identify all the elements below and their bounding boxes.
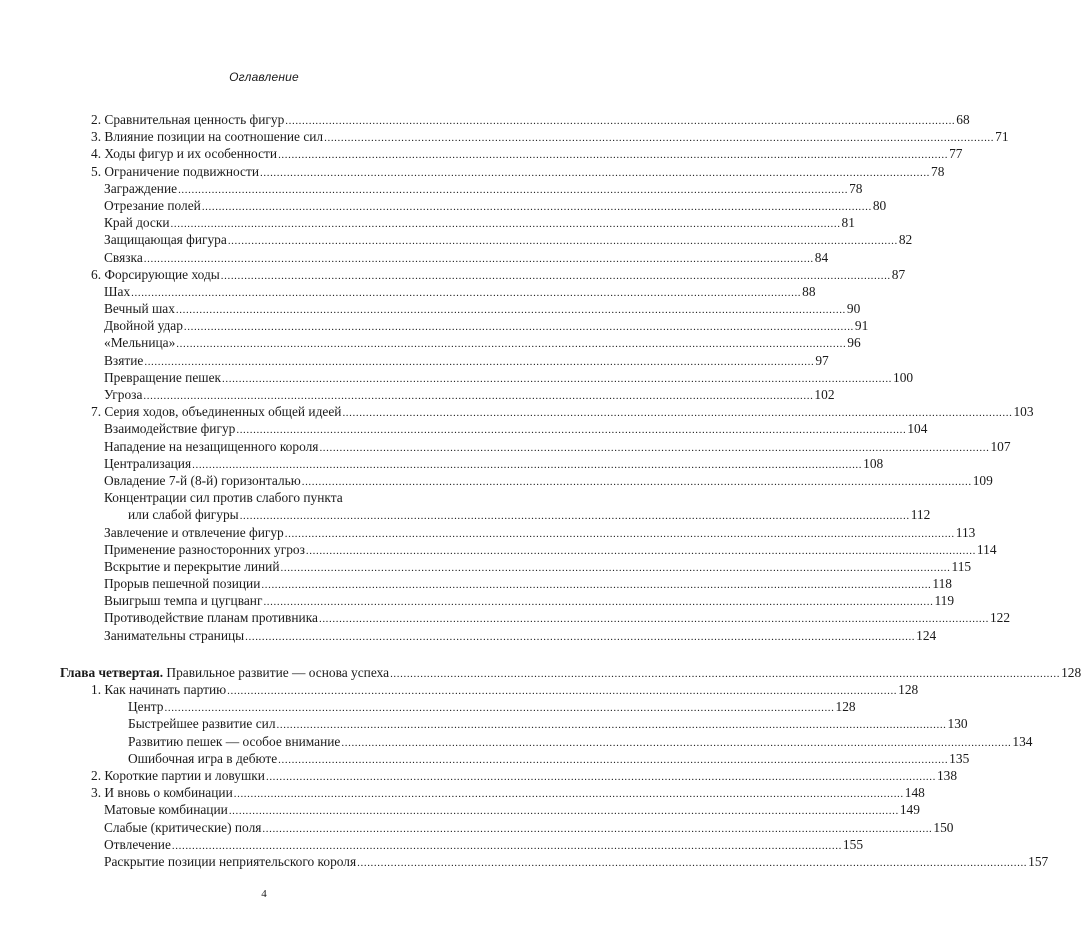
toc-entry-text: Шах [104, 283, 131, 299]
toc-entry-title [91, 681, 226, 698]
toc-entry-text: 2. Сравнительная ценность фигур [91, 112, 285, 127]
dot-leader: ........................................................................................................................................................................................................ [171, 839, 842, 852]
toc-entry-page: 115 [951, 558, 972, 574]
toc-entry-page: 87 [891, 266, 906, 282]
dot-leader: ........................................................................................................................................................................................................ [220, 269, 891, 282]
toc-entry-page: 128 [898, 682, 919, 697]
dot-leader: ........................................................................................................................................................................................................ [324, 132, 995, 145]
toc-entry [60, 180, 863, 197]
dot-leader: ........................................................................................................................................................................................................ [239, 510, 910, 523]
dot-leader: ........................................................................................................................................................................................................ [260, 166, 931, 179]
toc-entry-title [91, 111, 284, 128]
toc-entry [60, 524, 976, 541]
toc-entry-text: или слабой фигуры [128, 507, 239, 523]
toc-entry-text: Прорыв пешечной позиции [104, 576, 261, 592]
toc-entry-text: Центр [128, 699, 164, 715]
toc-entry-text: Заграждение [104, 180, 178, 196]
toc-entry [60, 317, 869, 334]
toc-entry-page: 82 [898, 232, 913, 248]
running-head: Оглавление [229, 70, 299, 84]
toc-entry-title [104, 369, 221, 386]
toc-entry-text: 6. Форсирующие ходы [91, 266, 220, 282]
dot-leader: ........................................................................................................................................................................................................ [278, 753, 949, 766]
toc-entry-title [104, 801, 228, 818]
page-number: 4 [261, 888, 267, 900]
toc-entry [60, 767, 958, 784]
toc-entry-text: Превращение пешек [104, 369, 222, 385]
toc-entry-page: 119 [934, 593, 955, 609]
dot-leader: ........................................................................................................................................................................................................ [319, 441, 990, 454]
toc-entry-title [104, 438, 318, 455]
toc-entry-page: 100 [893, 369, 914, 385]
toc-entry-text: Быстрейшее развитие сил [128, 716, 276, 732]
dot-leader: ........................................................................................................................................................................................................ [262, 822, 933, 835]
toc-entry-text: Концентрации сил против слабого пункта [104, 490, 343, 506]
toc-entry-title [104, 575, 260, 592]
toc-entry-title [91, 403, 341, 420]
toc-entry-title [91, 784, 233, 801]
toc-entry [60, 300, 861, 317]
toc-entry-page: 78 [931, 163, 945, 179]
toc-entry [60, 853, 1049, 870]
toc-entry-text: 5. Ограничение подвижности [91, 163, 260, 179]
chapter-spacer [60, 644, 485, 664]
dot-leader: ........................................................................................................................................................................................................ [143, 252, 814, 265]
toc-entry [60, 386, 835, 403]
dot-leader: ........................................................................................................................................................................................................ [236, 424, 907, 437]
toc-entry-page: 155 [842, 836, 864, 852]
toc-entry-text: Слабые (критические) поля [104, 819, 262, 835]
toc-entry-page: 77 [949, 146, 963, 162]
dot-leader: ........................................................................................................................................................................................................ [278, 149, 949, 162]
toc-entry-title [104, 300, 175, 317]
toc-entry-title [104, 558, 280, 575]
toc-entry [60, 334, 861, 351]
toc-entry-title [104, 317, 183, 334]
dot-leader: ........................................................................................................................................................................................................ [357, 856, 1028, 869]
dot-leader: ........................................................................................................................................................................................................ [390, 667, 1061, 680]
toc-entry-page: 96 [847, 335, 861, 351]
toc-entry [60, 231, 913, 248]
toc-entry-text: Развитию пешек — особое внимание [128, 733, 341, 749]
toc-entry [60, 681, 919, 698]
toc-entry-page: 122 [989, 610, 1011, 626]
toc-entry-title [104, 197, 201, 214]
toc-entry [60, 819, 954, 836]
dot-leader: ........................................................................................................................................................................................................ [164, 702, 835, 715]
toc-entry-title [128, 715, 276, 732]
toc-entry-text: Матовые комбинации [104, 802, 228, 818]
dot-leader: ........................................................................................................................................................................................................ [301, 475, 972, 488]
toc-entry-text: Вечный шах [104, 301, 175, 317]
toc-entry-text: Овладение 7-й (8-й) горизонталью [104, 472, 301, 488]
toc-entry-text: Нападение на незащищенного короля [104, 438, 319, 454]
dot-leader: ........................................................................................................................................................................................................ [178, 183, 849, 196]
toc-entry [60, 163, 945, 180]
toc-entry-page: 134 [1012, 733, 1033, 749]
toc-entry [60, 249, 829, 266]
toc-entry-title [104, 180, 177, 197]
toc-entry-page: 84 [814, 249, 829, 265]
toc-entry-title [128, 733, 340, 750]
toc-entry-page: 80 [872, 197, 887, 213]
toc-entry-text: Ошибочная игра в дебюте [128, 750, 278, 766]
toc-entry-page: 150 [933, 819, 954, 835]
toc-entry-title [128, 506, 239, 523]
toc-entry [60, 558, 972, 575]
toc-entry-text: 1. Как начинать партию [91, 682, 227, 697]
toc-entry-page: 128 [835, 699, 856, 715]
toc-entry-page: 113 [955, 524, 976, 540]
toc-entry [60, 352, 829, 369]
toc-entry-text: 3. И вновь о комбинации [91, 785, 233, 801]
toc-entry-title [104, 283, 130, 300]
toc-entry-title [91, 767, 265, 784]
dot-leader: ........................................................................................................................................................................................................ [144, 355, 815, 368]
toc-entry-page: 104 [907, 421, 928, 437]
chapter-label: Глава четвертая. [60, 664, 164, 680]
toc-entry-page: 90 [846, 301, 861, 317]
toc-entry-title [128, 698, 164, 715]
toc-entry [60, 472, 993, 489]
toc-entry-page: 124 [916, 627, 937, 643]
toc-entry-text: Завлечение и отвлечение фигур [104, 524, 284, 540]
toc-entry-title [91, 266, 220, 283]
toc-entry-title [104, 455, 191, 472]
toc-entry-text: 4. Ходы фигур и их особенности [91, 146, 278, 162]
toc-entry-text: Взаимодействие фигур [104, 421, 236, 437]
toc-entry [60, 506, 931, 523]
toc-entry-title [104, 836, 171, 853]
dot-leader: ........................................................................................................................................................................................................ [131, 286, 802, 299]
toc-entry-text: Защищающая фигура [104, 232, 227, 248]
toc-entry [60, 111, 970, 128]
toc-entry [60, 541, 997, 558]
toc-entry-title [104, 420, 235, 437]
table-of-contents [60, 111, 1081, 870]
toc-entry [60, 283, 816, 300]
toc-entry-text: Край доски [104, 215, 170, 231]
toc-entry [60, 214, 855, 231]
toc-entry [60, 575, 952, 592]
toc-entry-text: Взятие [104, 352, 144, 368]
toc-entry-text: 3. Влияние позиции на соотношение сил [91, 129, 324, 145]
dot-leader: ........................................................................................................................................................................................................ [175, 304, 846, 317]
toc-entry-page: 157 [1028, 853, 1049, 869]
toc-entry-page: 135 [949, 750, 970, 766]
toc-entry-title [128, 750, 277, 767]
dot-leader: ........................................................................................................................................................................................................ [176, 338, 847, 351]
toc-entry [60, 266, 906, 283]
toc-entry-page: 118 [932, 576, 952, 592]
dot-leader: ........................................................................................................................................................................................................ [192, 458, 863, 471]
toc-entry-page: 138 [936, 767, 958, 783]
dot-leader: ........................................................................................................................................................................................................ [143, 390, 814, 402]
toc-entry [60, 369, 914, 386]
toc-entry-title [91, 128, 323, 145]
toc-entry-title [104, 592, 262, 609]
toc-entry-text: Вскрытие и перекрытие линий [104, 558, 280, 574]
toc-entry-title [104, 609, 318, 626]
dot-leader: ........................................................................................................................................................................................................ [170, 218, 841, 231]
dot-leader: ........................................................................................................................................................................................................ [284, 527, 955, 540]
toc-entry-page: 128 [1061, 664, 1081, 680]
chapter-heading-row [60, 664, 1081, 681]
toc-entry-page: 107 [990, 438, 1011, 454]
toc-entry [60, 609, 1011, 626]
toc-entry-title [104, 231, 227, 248]
toc-entry [60, 403, 1034, 420]
toc-entry-page: 81 [841, 215, 855, 231]
toc-entry-text: Раскрытие позиции неприятельского короля [104, 853, 357, 869]
toc-entry-title [104, 524, 284, 541]
toc-entry [60, 750, 970, 767]
toc-entry-title [60, 664, 389, 681]
toc-entry-text: 7. Серия ходов, объединенных общей идеей [91, 404, 342, 420]
toc-entry [60, 145, 963, 162]
toc-entry-page: 130 [947, 716, 968, 732]
toc-entry-title [104, 489, 343, 506]
toc-entry-page: 109 [972, 472, 993, 488]
toc-entry-page: 68 [956, 112, 970, 127]
toc-entry-page: 114 [976, 541, 997, 557]
dot-leader: ........................................................................................................................................................................................................ [276, 719, 947, 732]
toc-entry-page: 71 [995, 129, 1009, 145]
toc-entry-text: Отвлечение [104, 836, 171, 852]
toc-entry-text: Отрезание полей [104, 197, 201, 213]
toc-entry-text: 2. Короткие партии и ловушки [91, 767, 265, 783]
toc-entry-title [104, 627, 244, 644]
toc-entry [60, 438, 1011, 455]
toc-entry-page: 88 [802, 283, 816, 299]
dot-leader: ........................................................................................................................................................................................................ [227, 235, 898, 248]
toc-entry [60, 197, 887, 214]
toc-entry-text: Выигрыш темпа и цугцванг [104, 593, 263, 609]
dot-leader: ........................................................................................................................................................................................................ [318, 613, 989, 626]
toc-entry-text: Правильное развитие — основа успеха [166, 664, 390, 680]
dot-leader: ........................................................................................................................................................................................................ [183, 321, 854, 334]
toc-entry-text: Противодействие планам противника [104, 610, 318, 626]
toc-entry-page: 149 [899, 802, 920, 818]
toc-entry-title [91, 163, 259, 180]
dot-leader: ........................................................................................................................................................................................................ [305, 544, 976, 557]
toc-entry-title [104, 472, 301, 489]
dot-leader: ........................................................................................................................................................................................................ [233, 788, 904, 801]
toc-entry-page: 91 [854, 318, 869, 334]
toc-entry-text: Применение разносторонних угроз [104, 541, 305, 557]
toc-entry [60, 128, 1009, 145]
toc-entry-title [104, 819, 261, 836]
toc-entry-title [104, 386, 142, 403]
toc-entry [60, 592, 955, 609]
dot-leader: ........................................................................................................................................................................................................ [285, 115, 956, 127]
dot-leader: ........................................................................................................................................................................................................ [228, 805, 899, 818]
dot-leader: ........................................................................................................................................................................................................ [341, 736, 1012, 749]
toc-entry [60, 698, 856, 715]
toc-entry [60, 801, 920, 818]
dot-leader: ........................................................................................................................................................................................................ [245, 630, 916, 643]
toc-entry-page: 97 [815, 352, 829, 368]
dot-leader: ........................................................................................................................................................................................................ [261, 579, 932, 592]
toc-entry [60, 715, 968, 732]
toc-entry-title [104, 214, 170, 231]
toc-entry [60, 784, 925, 801]
toc-entry-text: Двойной удар [104, 318, 183, 334]
toc-entry-text: «Мельница» [104, 335, 176, 351]
toc-entry [60, 489, 485, 506]
toc-entry-text: Угроза [104, 387, 143, 402]
toc-entry-title [104, 352, 143, 369]
toc-entry-page: 112 [910, 507, 931, 523]
toc-entry-title [104, 334, 175, 351]
toc-entry-text: Связка [104, 249, 143, 265]
dot-leader: ........................................................................................................................................................................................................ [222, 372, 893, 385]
toc-entry-page: 103 [1013, 404, 1034, 420]
toc-entry-text: Занимательны страницы [104, 627, 245, 643]
toc-entry-title [104, 853, 356, 870]
toc-entry [60, 420, 928, 437]
toc-entry [60, 627, 937, 644]
toc-entry-page: 102 [814, 387, 835, 402]
toc-entry-title [104, 249, 143, 266]
dot-leader: ........................................................................................................................................................................................................ [263, 596, 934, 609]
dot-leader: ........................................................................................................................................................................................................ [201, 200, 872, 213]
toc-entry-page: 78 [849, 180, 863, 196]
toc-entry [60, 733, 1033, 750]
toc-entry-page: 108 [863, 455, 884, 471]
toc-entry-title [91, 145, 277, 162]
dot-leader: ........................................................................................................................................................................................................ [342, 407, 1013, 420]
toc-entry-page: 148 [904, 785, 925, 801]
dot-leader: ........................................................................................................................................................................................................ [227, 685, 898, 697]
toc-entry-text: Централизация [104, 455, 192, 471]
toc-entry [60, 836, 864, 853]
dot-leader: ........................................................................................................................................................................................................ [280, 561, 951, 574]
toc-entry-title [104, 541, 305, 558]
toc-entry [60, 455, 884, 472]
dot-leader: ........................................................................................................................................................................................................ [265, 770, 936, 783]
